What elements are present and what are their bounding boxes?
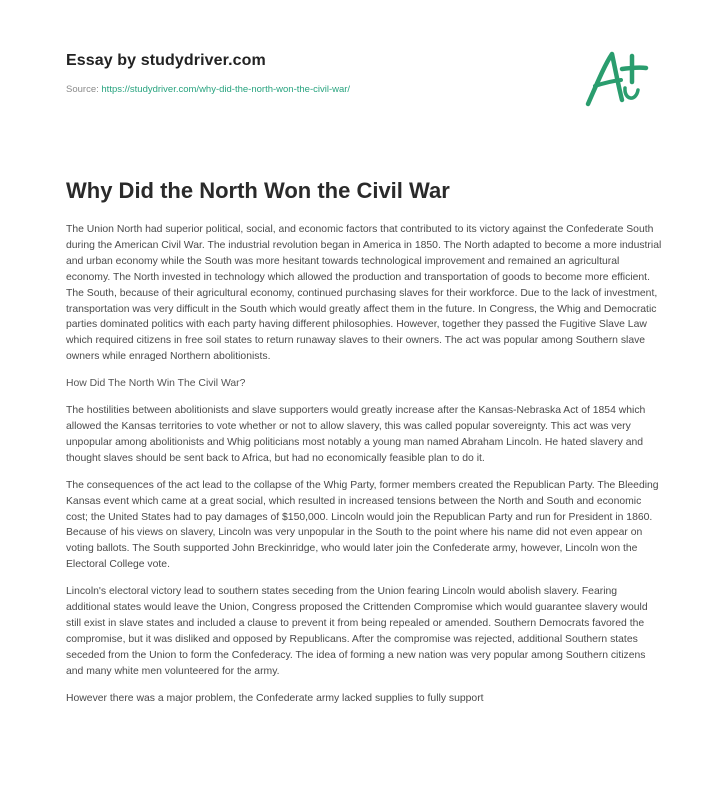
essay-body — [66, 222, 662, 717]
essay-title: Why Did the North Won the Civil War — [66, 178, 450, 203]
essay-paragraph: The consequences of the act lead to the collapse of the Whig Party, former members created the Republican Party. The Bleeding Kansas event which came at a great social, which resulted in increased tensions between the North and South and economic cost; the United States had to pay damages of $150,000. Lincoln would join the Republican Party and run for President in 1860. Because of his views on slavery, Lincoln was very unpopular in the South to the point where his name did not even appear on voting ballots. The South supported John Breckinridge, who would later join the Confederate army, however, Lincoln won the Electoral College vote. — [66, 479, 659, 571]
essay-paragraph: The hostilities between abolitionists and slave supporters would greatly increase after the Kansas-Nebraska Act of 1854 which allowed the Kansas territories to vote whether or not to allow slavery, this was called popular sovereignty. This act was very unpopular among abolitionists and Whig politicians most notably a young man named Abraham Lincoln. He hated slavery and thought slaves should be sent back to Africa, but had no economically feasible plan to do it. — [66, 405, 646, 464]
brand-title: Essay by studydriver.com — [66, 52, 266, 69]
source-label: Source: — [66, 84, 99, 95]
source-line — [66, 84, 646, 95]
essay-paragraph: Lincoln's electoral victory lead to southern states seceding from the Union fearing Lincoln would abolish slavery. Fearing additional states would leave the Union, Congress proposed the Crittenden Compromise which would guarantee slavery would still exist in slave states and included a clause to prevent it from being repealed or amended. Southern Democrats favored the compromise, but it was disliked and opposed by Republicans. After the compromise was rejected, additional Southern states seceded from the Union to form the Confederacy. The idea of forming a new nation was very popular among Southern citizens and many white men volunteered for the army. — [66, 586, 648, 677]
essay-subheading: How Did The North Win The Civil War? — [66, 378, 246, 390]
a-plus-logo-icon — [578, 38, 654, 118]
essay-paragraph: However there was a major problem, the Confederate army lacked supplies to fully support — [66, 692, 484, 704]
page-header — [66, 52, 646, 95]
essay-paragraph: The Union North had superior political, social, and economic factors that contributed to its victory against the Confederate South during the American Civil War. The industrial revolution began in America in 1850. The North adapted to become a more industrial and urban economy while the South was more hesitant towards technological improvement and remained an agricultural economy. The North invested in technology which allowed the production and transportation of goods to become more efficient. The South, because of their agricultural economy, continued purchasing slaves for their workforce. Due to the lack of investment, transportation was very difficult in the South which would greatly affect them in the future. In Congress, the Whig and Democratic parties dominated politics with each party having different philosophies. However, together they passed the Fugitive Slave Law which required citizens in free soil states to return runaway slaves to their owners. The act was popular among Southern slave owners while enraged Northern abolitionists. — [66, 224, 662, 363]
source-link[interactable]: https://studydriver.com/why-did-the-north-won-the-civil-war/ — [101, 84, 351, 95]
